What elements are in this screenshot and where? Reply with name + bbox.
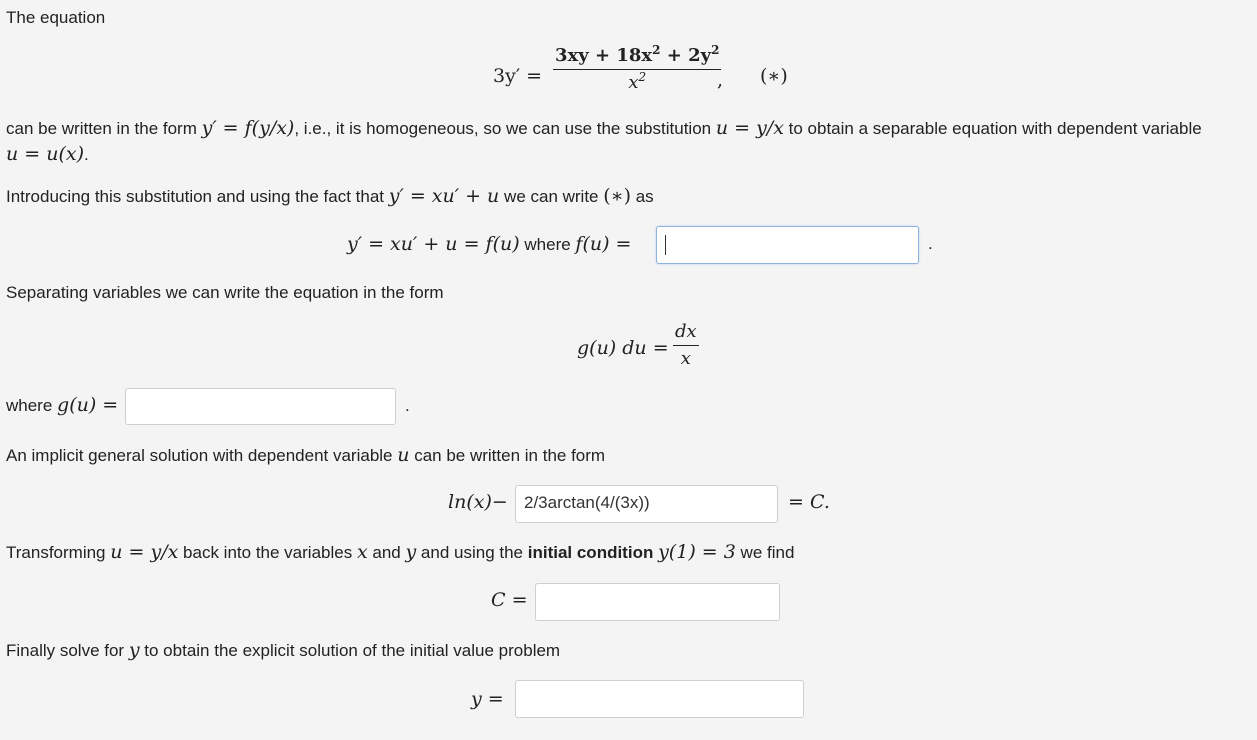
finally-text: Finally solve for y to obtain the explicit solution of the initial value problem bbox=[6, 639, 561, 661]
g-u-label: where g(u) = bbox=[6, 394, 119, 416]
transforming-text: Transforming u = y/x back into the variables x and y and using the initial condition y(1) = 3 we find bbox=[6, 541, 795, 563]
substitution-text: Introducing this substitution and using the fact that y′ = xu′ + u we can write (∗) as bbox=[6, 185, 654, 207]
equation-comma: , bbox=[717, 69, 724, 91]
c-label: C = bbox=[491, 589, 528, 611]
c-input[interactable] bbox=[535, 583, 780, 621]
equation-tag: (∗) bbox=[760, 65, 788, 87]
separated-equation-lhs: g(u) du = bbox=[577, 337, 669, 359]
y-input[interactable] bbox=[515, 680, 804, 718]
implicit-solution-input[interactable]: 2/3arctan(4/(3x)) bbox=[515, 485, 778, 523]
implicit-text: An implicit general solution with dependent variable u can be written in the form bbox=[6, 444, 606, 466]
separating-text: Separating variables we can write the equation in the form bbox=[6, 283, 444, 302]
form-description: can be written in the form y′ = f(y/x), i.e., it is homogeneous, so we can use the substitution u = y/x to obtain a separable equation with dependent variable bbox=[6, 117, 1202, 139]
f-u-input[interactable] bbox=[656, 226, 919, 264]
text-cursor bbox=[665, 235, 666, 255]
dependent-variable: u = u(x). bbox=[6, 143, 89, 165]
intro-text: The equation bbox=[6, 8, 106, 27]
equation-lhs: 3y′ = bbox=[493, 65, 543, 87]
f-u-label: y′ = xu′ + u = f(u) where f(u) = bbox=[347, 233, 632, 255]
separated-equation-fraction: $\frac{dx}{x}$ bbox=[675, 321, 697, 369]
implicit-lhs: ln(x)− bbox=[448, 491, 508, 513]
g-u-input[interactable] bbox=[125, 388, 396, 425]
equation-fraction: $\frac{3xy + 18x^2 + 2y^2}{x^2}$ bbox=[555, 43, 720, 93]
y-label: y = bbox=[471, 688, 504, 710]
implicit-rhs: = C. bbox=[788, 491, 830, 513]
g-u-period: . bbox=[405, 396, 410, 415]
f-u-period: . bbox=[928, 234, 933, 253]
